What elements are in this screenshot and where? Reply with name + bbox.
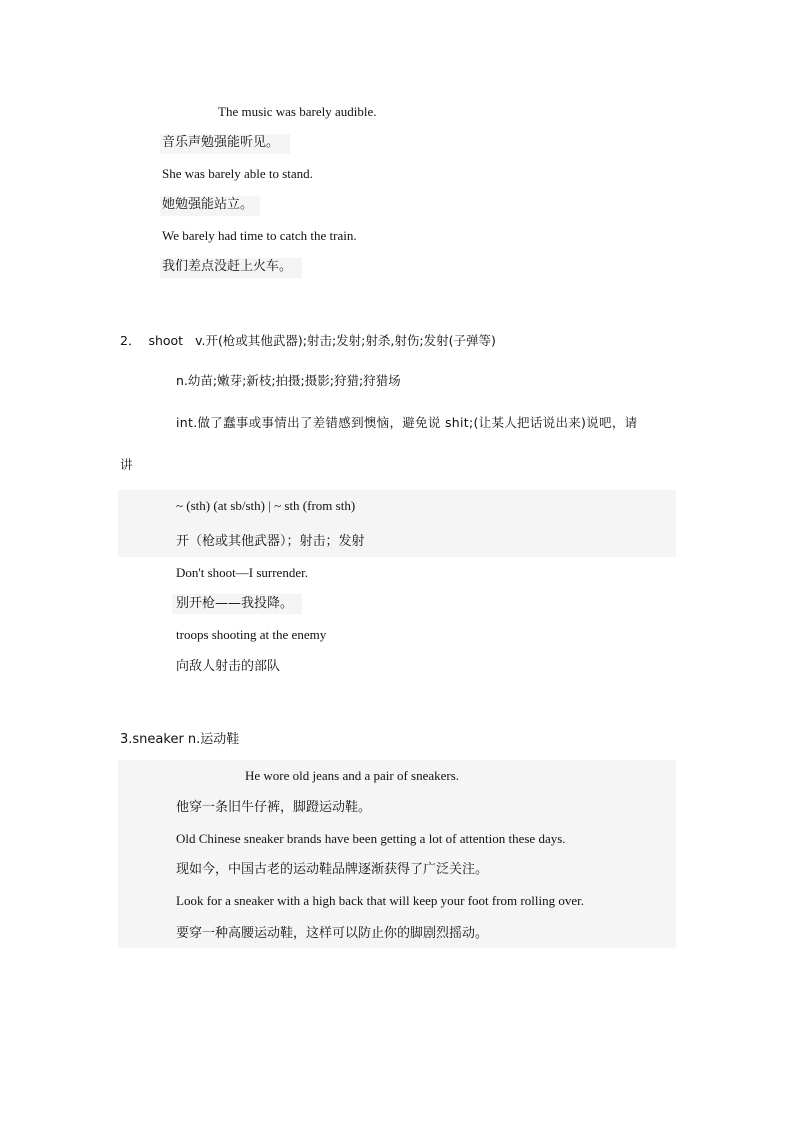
example-en: Don't shoot—I surrender.	[176, 565, 308, 580]
example-en: We barely had time to catch the train.	[162, 228, 357, 243]
entry-heading	[120, 332, 496, 350]
example-en: Look for a sneaker with a high back that will keep your foot from rolling over.	[176, 893, 584, 908]
usage-pattern-zh: 开（枪或其他武器）；射击；发射	[176, 534, 365, 549]
entry-word: shoot	[148, 333, 184, 348]
example-zh: 别开枪——我投降。	[176, 596, 294, 611]
example-en: Old Chinese sneaker brands have been getting a lot of attention these days.	[176, 831, 566, 846]
highlight-block	[118, 760, 676, 948]
example-en: She was barely able to stand.	[162, 166, 313, 181]
example-zh: 要穿一种高腰运动鞋，这样可以防止你的脚剧烈摇动。	[176, 926, 489, 941]
example-zh: 她勉强能站立。	[162, 197, 254, 212]
example-zh: 我们差点没赶上火车。	[162, 259, 293, 274]
example-zh: 音乐声勉强能听见。	[162, 135, 280, 150]
entry-number: 2．	[120, 333, 141, 348]
definition-noun: n.幼苗;嫩芽;新枝;拍摄;摄影;狩猎;狩猎场	[176, 373, 401, 388]
definition-interjection: int.做了蠢事或事情出了差错感到懊恼，避免说 shit;(让某人把话说出来)说吧，请	[176, 415, 638, 430]
usage-pattern: ~ (sth) (at sb/sth) | ~ sth (from sth)	[176, 498, 356, 513]
example-en: He wore old jeans and a pair of sneakers.	[245, 768, 460, 783]
definition-interjection-cont: 讲	[120, 457, 133, 472]
entry-definition: v.开(枪或其他武器);射击;发射;射杀,射伤;发射(子弹等)	[195, 333, 496, 348]
example-zh: 现如今，中国古老的运动鞋品牌逐渐获得了广泛关注。	[176, 862, 489, 877]
example-en: troops shooting at the enemy	[176, 627, 327, 642]
example-zh: 向敌人射击的部队	[176, 659, 281, 674]
example-en: The music was barely audible.	[218, 104, 377, 119]
entry-heading: 3.sneaker n.运动鞋	[120, 732, 240, 747]
example-zh: 他穿一条旧牛仔裤，脚蹬运动鞋。	[176, 800, 372, 815]
